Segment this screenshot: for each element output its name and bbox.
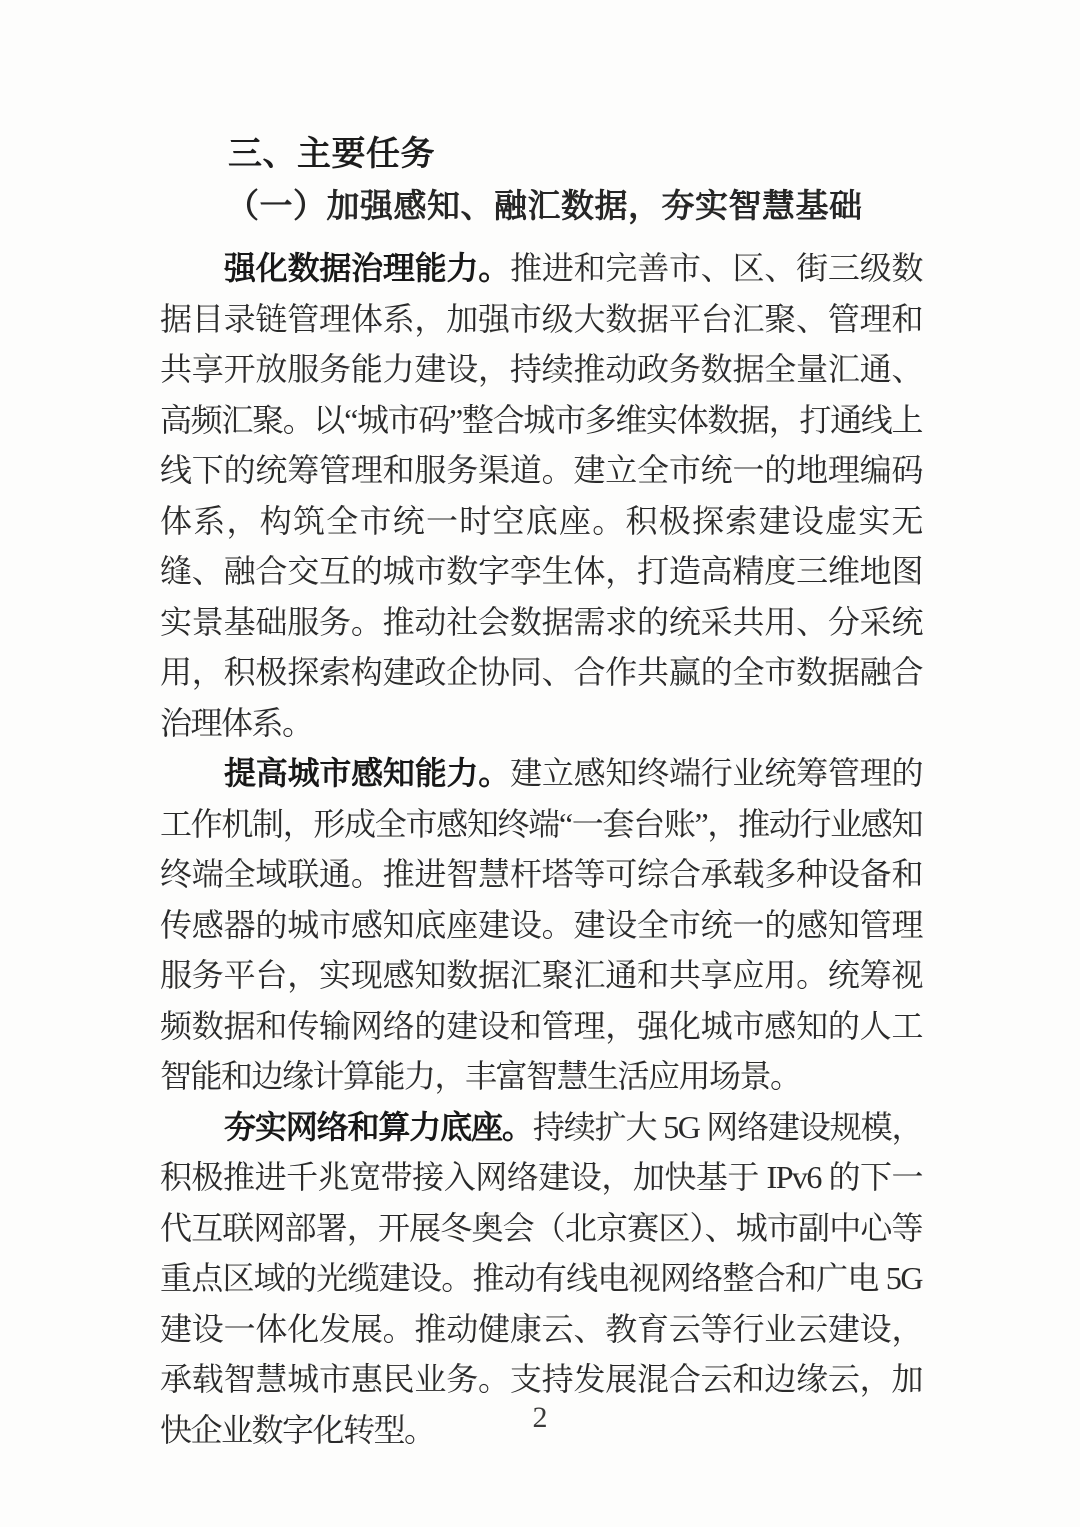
paragraph-lead: 夯实网络和算力底座。 xyxy=(224,1108,533,1145)
section-heading: 三、主要任务 xyxy=(228,135,435,173)
paragraph-city-sensing xyxy=(160,748,922,1102)
paragraph-lead: 强化数据治理能力。 xyxy=(224,250,511,286)
page-number: 2 xyxy=(532,1401,548,1434)
paragraph-body: 持续扩大 5G 网络建设规模，积极推进千兆宽带接入网络建设，加快基于 IPv6 的下一代互联网部署，开展冬奥会（北京赛区）、城市副中心等重点区域的光缆建设。推动有线电视网络整合和广电 5G 建设一体化发展。推动健康云、教育云等行业云建设，承载智慧城市惠民业务。支持发展混合云和边缘云，加快企业数字化转型。 xyxy=(160,1108,922,1448)
subsection-heading: （一）加强感知、融汇数据，夯实智慧基础 xyxy=(226,189,863,225)
document-content xyxy=(160,128,922,1455)
page-footer xyxy=(0,1398,1080,1438)
paragraph-data-governance xyxy=(160,243,922,748)
paragraph-body: 推进和完善市、区、街三级数据目录链管理体系，加强市级大数据平台汇聚、管理和共享开放服务能力建设，持续推动政务数据全量汇通、高频汇聚。以“城市码”整合城市多维实体数据，打通线上线下的统筹管理和服务渠道。建立全市统一的地理编码体系，构筑全市统一时空底座。积极探索建设虚实无缝、融合交互的城市数字孪生体，打造高精度三维地图实景基础服务。推动社会数据需求的统采共用、分采统用，积极探索构建政企协同、合作共赢的全市数据融合治理体系。 xyxy=(160,250,922,741)
paragraph-lead: 提高城市感知能力。 xyxy=(224,755,511,791)
paragraph-body: 建立感知终端行业统筹管理的工作机制，形成全市感知终端“一套台账”，推动行业感知终端全域联通。推进智慧杆塔等可综合承载多种设备和传感器的城市感知底座建设。建设全市统一的感知管理服务平台，实现感知数据汇聚汇通和共享应用。统筹视频数据和传输网络的建设和管理，强化城市感知的人工智能和边缘计算能力，丰富智慧生活应用场景。 xyxy=(160,755,922,1094)
